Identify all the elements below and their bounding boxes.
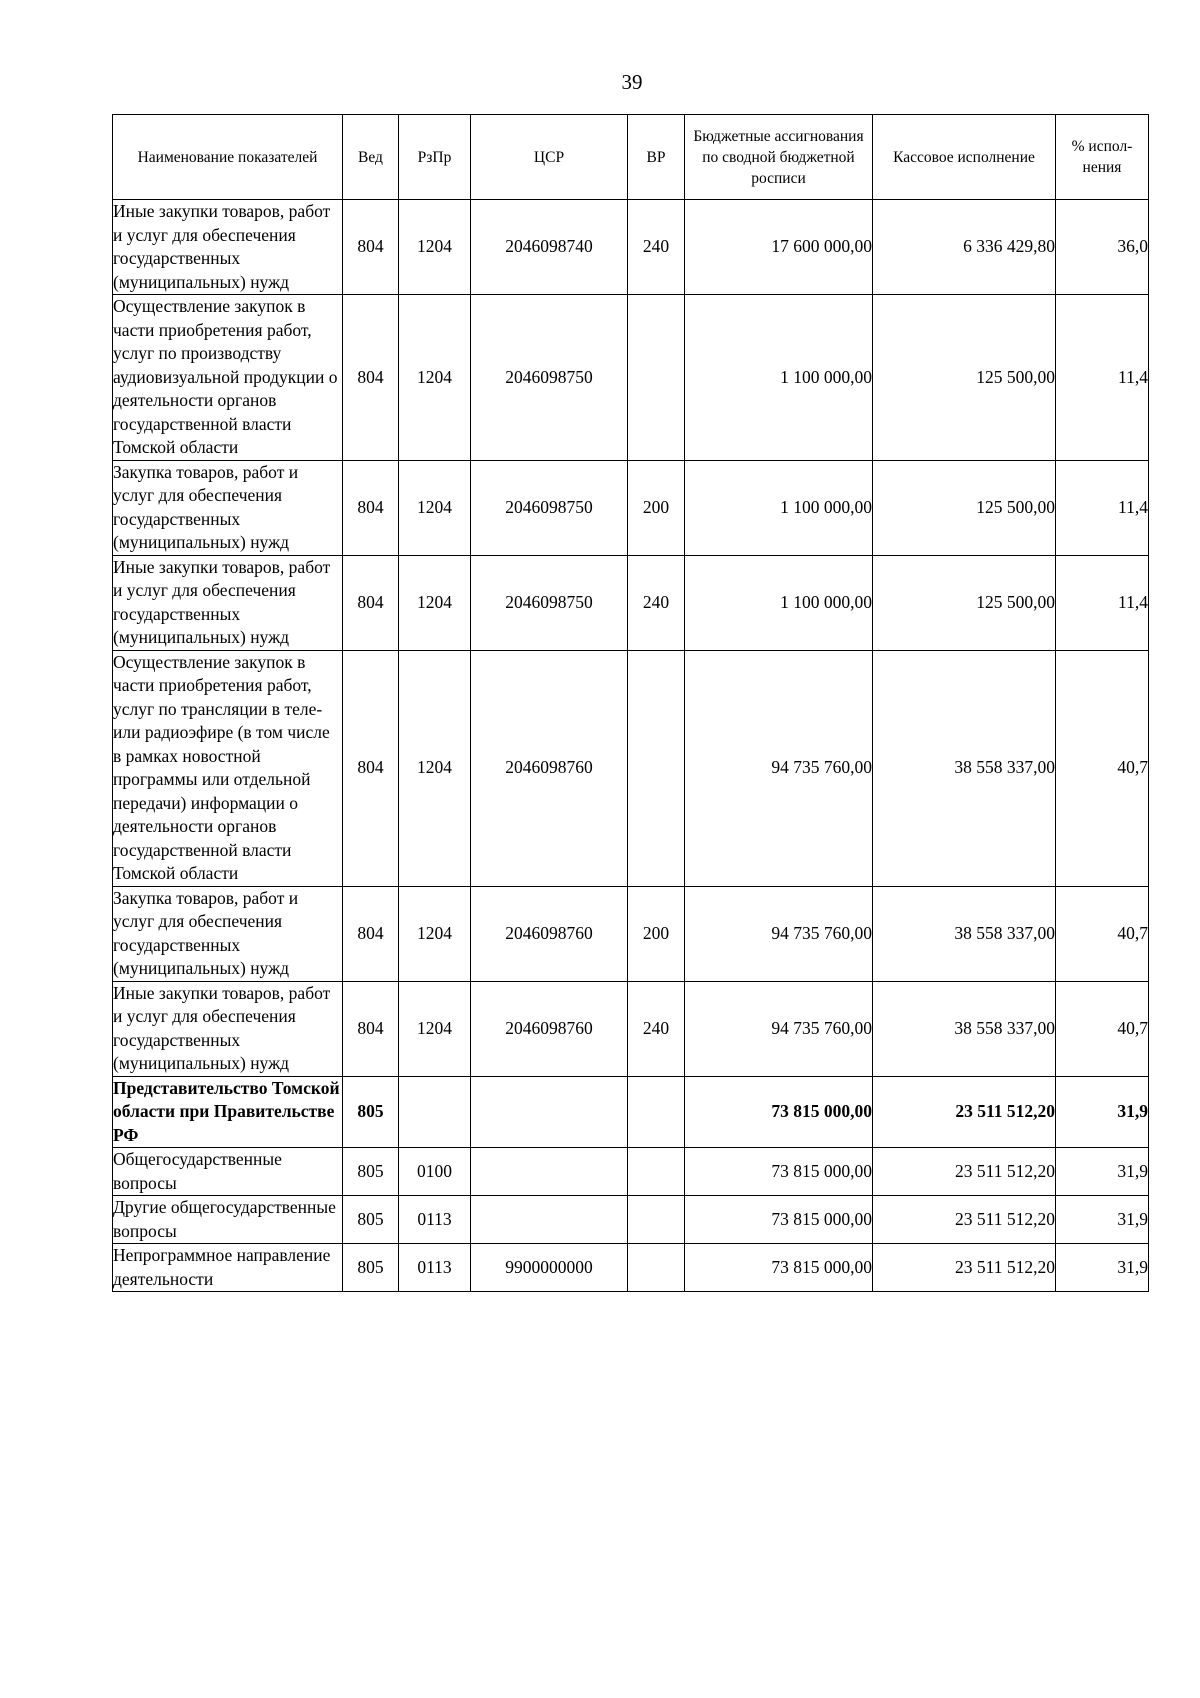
cell-budget: 1 100 000,00 <box>685 460 873 555</box>
table-row <box>113 555 1149 650</box>
cell-name: Закупка товаров, работ и услуг для обеспечения государственных (муниципальных) нужд <box>113 460 343 555</box>
cell-percent: 40,7 <box>1056 650 1149 886</box>
cell-name: Общегосударственные вопросы <box>113 1148 343 1196</box>
cell-cash: 125 500,00 <box>873 460 1056 555</box>
header-ved: Вед <box>343 115 399 200</box>
cell-cash: 23 511 512,20 <box>873 1244 1056 1292</box>
cell-budget: 73 815 000,00 <box>685 1148 873 1196</box>
cell-rzpr: 0113 <box>399 1244 471 1292</box>
cell-name: Представительство Томской области при Правительстве РФ <box>113 1076 343 1148</box>
cell-cash: 38 558 337,00 <box>873 886 1056 981</box>
cell-vr: 240 <box>628 981 685 1076</box>
cell-percent: 11,4 <box>1056 555 1149 650</box>
cell-percent: 40,7 <box>1056 886 1149 981</box>
cell-cash: 23 511 512,20 <box>873 1076 1056 1148</box>
header-percent: % испол-нения <box>1056 115 1149 200</box>
cell-rzpr <box>399 1076 471 1148</box>
cell-vr <box>628 295 685 461</box>
table-row <box>113 295 1149 461</box>
cell-vr <box>628 1244 685 1292</box>
cell-cash: 125 500,00 <box>873 295 1056 461</box>
cell-ved: 805 <box>343 1196 399 1244</box>
cell-rzpr: 1204 <box>399 460 471 555</box>
cell-ved: 804 <box>343 981 399 1076</box>
cell-csr: 2046098760 <box>471 981 628 1076</box>
cell-cash: 38 558 337,00 <box>873 650 1056 886</box>
cell-vr: 200 <box>628 886 685 981</box>
cell-rzpr: 1204 <box>399 650 471 886</box>
cell-percent: 36,0 <box>1056 200 1149 295</box>
header-row <box>113 115 1149 200</box>
cell-rzpr: 0113 <box>399 1196 471 1244</box>
cell-rzpr: 1204 <box>399 200 471 295</box>
cell-cash: 23 511 512,20 <box>873 1196 1056 1244</box>
cell-cash: 38 558 337,00 <box>873 981 1056 1076</box>
cell-percent: 31,9 <box>1056 1076 1149 1148</box>
cell-name: Иные закупки товаров, работ и услуг для обеспечения государственных (муниципальных) нужд <box>113 981 343 1076</box>
cell-percent: 31,9 <box>1056 1148 1149 1196</box>
table-row <box>113 1076 1149 1148</box>
cell-name: Непрограммное направление деятельности <box>113 1244 343 1292</box>
cell-csr: 2046098740 <box>471 200 628 295</box>
cell-ved: 804 <box>343 555 399 650</box>
header-cash: Кассовое исполнение <box>873 115 1056 200</box>
cell-budget: 17 600 000,00 <box>685 200 873 295</box>
cell-csr: 2046098750 <box>471 555 628 650</box>
cell-rzpr: 1204 <box>399 555 471 650</box>
page-number: 39 <box>621 70 643 94</box>
cell-ved: 804 <box>343 460 399 555</box>
cell-budget: 94 735 760,00 <box>685 650 873 886</box>
header-name: Наименование показателей <box>113 115 343 200</box>
cell-cash: 125 500,00 <box>873 555 1056 650</box>
table-row <box>113 886 1149 981</box>
table-row <box>113 981 1149 1076</box>
cell-ved: 804 <box>343 295 399 461</box>
cell-csr: 2046098750 <box>471 460 628 555</box>
header-rzpr: РзПр <box>399 115 471 200</box>
table-row <box>113 200 1149 295</box>
cell-cash: 23 511 512,20 <box>873 1148 1056 1196</box>
cell-vr: 200 <box>628 460 685 555</box>
cell-cash: 6 336 429,80 <box>873 200 1056 295</box>
cell-ved: 804 <box>343 886 399 981</box>
cell-csr <box>471 1076 628 1148</box>
cell-ved: 805 <box>343 1244 399 1292</box>
cell-name: Иные закупки товаров, работ и услуг для обеспечения государственных (муниципальных) нужд <box>113 200 343 295</box>
cell-rzpr: 1204 <box>399 295 471 461</box>
cell-ved: 804 <box>343 200 399 295</box>
table-row <box>113 460 1149 555</box>
cell-budget: 94 735 760,00 <box>685 981 873 1076</box>
cell-ved: 804 <box>343 650 399 886</box>
cell-name: Другие общегосударственные вопросы <box>113 1196 343 1244</box>
cell-csr: 9900000000 <box>471 1244 628 1292</box>
cell-percent: 40,7 <box>1056 981 1149 1076</box>
cell-percent: 11,4 <box>1056 295 1149 461</box>
cell-percent: 11,4 <box>1056 460 1149 555</box>
cell-vr: 240 <box>628 200 685 295</box>
cell-budget: 73 815 000,00 <box>685 1196 873 1244</box>
cell-name: Закупка товаров, работ и услуг для обеспечения государственных (муниципальных) нужд <box>113 886 343 981</box>
header-vr: ВР <box>628 115 685 200</box>
cell-budget: 1 100 000,00 <box>685 555 873 650</box>
cell-rzpr: 1204 <box>399 981 471 1076</box>
cell-name: Осуществление закупок в части приобретения работ, услуг по трансляции в теле- или радиоэфире (в том числе в рамках новостной программы или отдельной передачи) информации о деятельности органов государственной власти Томской области <box>113 650 343 886</box>
cell-vr <box>628 1076 685 1148</box>
cell-vr <box>628 1148 685 1196</box>
cell-csr <box>471 1196 628 1244</box>
cell-vr <box>628 1196 685 1244</box>
table-row <box>113 1244 1149 1292</box>
cell-vr <box>628 650 685 886</box>
header-csr: ЦСР <box>471 115 628 200</box>
cell-rzpr: 0100 <box>399 1148 471 1196</box>
cell-vr: 240 <box>628 555 685 650</box>
cell-name: Иные закупки товаров, работ и услуг для обеспечения государственных (муниципальных) нужд <box>113 555 343 650</box>
budget-table <box>112 114 1149 1292</box>
cell-budget: 1 100 000,00 <box>685 295 873 461</box>
table-row <box>113 1148 1149 1196</box>
cell-percent: 31,9 <box>1056 1196 1149 1244</box>
cell-ved: 805 <box>343 1076 399 1148</box>
cell-csr <box>471 1148 628 1196</box>
table-row <box>113 650 1149 886</box>
cell-name: Осуществление закупок в части приобретения работ, услуг по производству аудиовизуальной продукции о деятельности органов государственной власти Томской области <box>113 295 343 461</box>
cell-budget: 94 735 760,00 <box>685 886 873 981</box>
cell-csr: 2046098750 <box>471 295 628 461</box>
cell-ved: 805 <box>343 1148 399 1196</box>
cell-csr: 2046098760 <box>471 650 628 886</box>
header-budget: Бюджетные ассигнования по сводной бюджетной росписи <box>685 115 873 200</box>
table-row <box>113 1196 1149 1244</box>
cell-csr: 2046098760 <box>471 886 628 981</box>
cell-percent: 31,9 <box>1056 1244 1149 1292</box>
cell-rzpr: 1204 <box>399 886 471 981</box>
cell-budget: 73 815 000,00 <box>685 1244 873 1292</box>
cell-budget: 73 815 000,00 <box>685 1076 873 1148</box>
